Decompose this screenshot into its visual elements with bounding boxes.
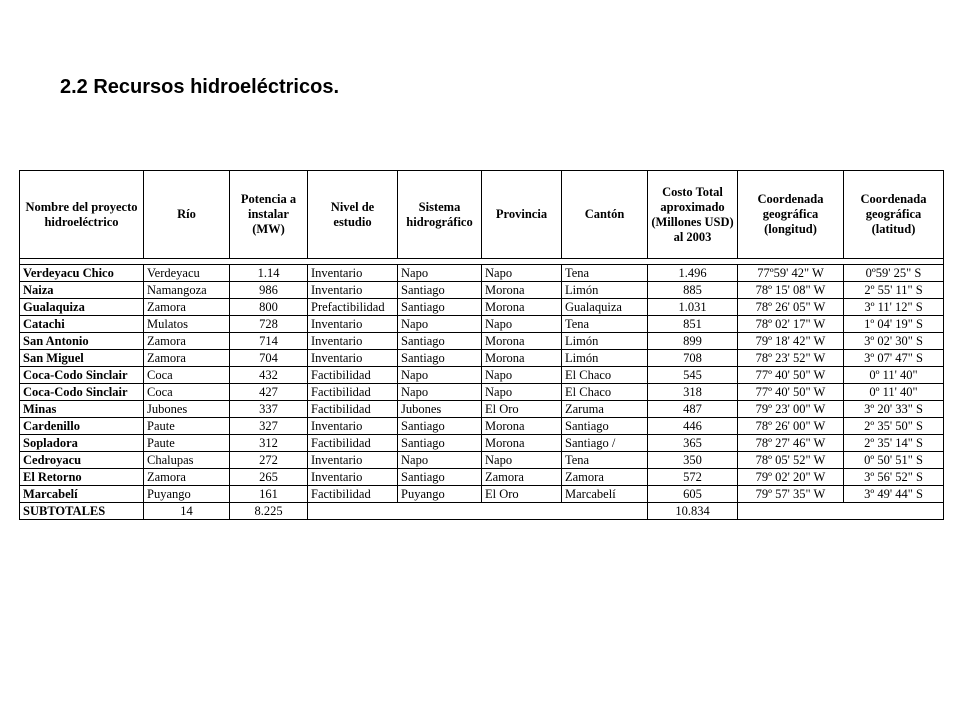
cell-power: 337: [230, 401, 308, 418]
table-row: [20, 418, 944, 435]
cell-cost: 318: [648, 384, 738, 401]
cell-canton: Limón: [562, 350, 648, 367]
table-row: [20, 384, 944, 401]
cell-latitude: 1º 04' 19" S: [844, 316, 944, 333]
subtotal-row: [20, 503, 944, 520]
subtotal-empty-middle: [308, 503, 648, 520]
cell-power: 265: [230, 469, 308, 486]
subtotal-label: SUBTOTALES: [20, 503, 144, 520]
cell-hydro-system: Jubones: [398, 401, 482, 418]
cell-river: Mulatos: [144, 316, 230, 333]
cell-canton: Limón: [562, 282, 648, 299]
cell-study-level: Inventario: [308, 452, 398, 469]
subtotal-empty-end: [738, 503, 944, 520]
table-row: [20, 333, 944, 350]
cell-power: 1.14: [230, 265, 308, 282]
cell-power: 272: [230, 452, 308, 469]
cell-longitude: 77º59' 42" W: [738, 265, 844, 282]
cell-hydro-system: Napo: [398, 316, 482, 333]
cell-cost: 487: [648, 401, 738, 418]
header-power: Potencia a instalar (MW): [230, 171, 308, 259]
cell-river: Zamora: [144, 469, 230, 486]
table-row: [20, 316, 944, 333]
cell-latitude: 0º59' 25" S: [844, 265, 944, 282]
subtotal-power: 8.225: [230, 503, 308, 520]
cell-longitude: 78º 27' 46" W: [738, 435, 844, 452]
table-row: [20, 469, 944, 486]
table-body: [20, 259, 944, 520]
header-longitude: Coordenada geográfica (longitud): [738, 171, 844, 259]
cell-latitude: 0º 11' 40": [844, 384, 944, 401]
cell-study-level: Factibilidad: [308, 435, 398, 452]
cell-longitude: 78º 26' 05" W: [738, 299, 844, 316]
cell-latitude: 2º 35' 50" S: [844, 418, 944, 435]
cell-province: Zamora: [482, 469, 562, 486]
page-title: 2.2 Recursos hidroeléctricos.: [60, 76, 340, 98]
cell-province: Morona: [482, 435, 562, 452]
cell-latitude: 2º 35' 14" S: [844, 435, 944, 452]
cell-hydro-system: Napo: [398, 265, 482, 282]
cell-project-name: San Antonio: [20, 333, 144, 350]
cell-river: Verdeyacu: [144, 265, 230, 282]
cell-power: 704: [230, 350, 308, 367]
cell-latitude: 2º 55' 11" S: [844, 282, 944, 299]
cell-province: Morona: [482, 350, 562, 367]
cell-river: Namangoza: [144, 282, 230, 299]
cell-province: El Oro: [482, 401, 562, 418]
cell-project-name: Gualaquiza: [20, 299, 144, 316]
cell-canton: Zamora: [562, 469, 648, 486]
cell-study-level: Inventario: [308, 316, 398, 333]
cell-longitude: 78º 26' 00" W: [738, 418, 844, 435]
cell-hydro-system: Santiago: [398, 418, 482, 435]
cell-canton: Tena: [562, 265, 648, 282]
cell-river: Paute: [144, 435, 230, 452]
cell-river: Paute: [144, 418, 230, 435]
cell-river: Zamora: [144, 350, 230, 367]
header-province: Provincia: [482, 171, 562, 259]
cell-cost: 350: [648, 452, 738, 469]
cell-river: Coca: [144, 367, 230, 384]
cell-study-level: Inventario: [308, 418, 398, 435]
cell-province: Morona: [482, 299, 562, 316]
cell-latitude: 0º 50' 51" S: [844, 452, 944, 469]
cell-project-name: San Miguel: [20, 350, 144, 367]
cell-project-name: Marcabelí: [20, 486, 144, 503]
cell-project-name: Verdeyacu Chico: [20, 265, 144, 282]
cell-hydro-system: Santiago: [398, 469, 482, 486]
cell-river: Jubones: [144, 401, 230, 418]
header-study-level: Nivel de estudio: [308, 171, 398, 259]
cell-study-level: Inventario: [308, 265, 398, 282]
cell-province: El Oro: [482, 486, 562, 503]
cell-longitude: 79º 02' 20" W: [738, 469, 844, 486]
cell-cost: 545: [648, 367, 738, 384]
cell-study-level: Factibilidad: [308, 486, 398, 503]
cell-river: Zamora: [144, 333, 230, 350]
cell-power: 432: [230, 367, 308, 384]
cell-longitude: 79º 57' 35" W: [738, 486, 844, 503]
cell-latitude: 3º 49' 44" S: [844, 486, 944, 503]
table-row: [20, 350, 944, 367]
cell-canton: Santiago /: [562, 435, 648, 452]
cell-hydro-system: Santiago: [398, 299, 482, 316]
cell-study-level: Inventario: [308, 350, 398, 367]
cell-province: Napo: [482, 384, 562, 401]
cell-province: Morona: [482, 282, 562, 299]
cell-cost: 446: [648, 418, 738, 435]
cell-province: Morona: [482, 333, 562, 350]
cell-river: Chalupas: [144, 452, 230, 469]
cell-latitude: 3º 07' 47" S: [844, 350, 944, 367]
table-row: [20, 486, 944, 503]
cell-hydro-system: Santiago: [398, 435, 482, 452]
header-row: [20, 171, 944, 259]
cell-latitude: 3º 02' 30" S: [844, 333, 944, 350]
header-river: Río: [144, 171, 230, 259]
cell-power: 800: [230, 299, 308, 316]
cell-cost: 572: [648, 469, 738, 486]
cell-hydro-system: Santiago: [398, 333, 482, 350]
header-cost: Costo Total aproximado (Millones USD) al 2003: [648, 171, 738, 259]
cell-province: Morona: [482, 418, 562, 435]
subtotal-cost: 10.834: [648, 503, 738, 520]
cell-cost: 851: [648, 316, 738, 333]
cell-study-level: Inventario: [308, 282, 398, 299]
cell-hydro-system: Santiago: [398, 350, 482, 367]
cell-project-name: Coca-Codo Sinclair: [20, 367, 144, 384]
cell-power: 728: [230, 316, 308, 333]
cell-study-level: Factibilidad: [308, 367, 398, 384]
cell-power: 986: [230, 282, 308, 299]
cell-latitude: 3º 56' 52" S: [844, 469, 944, 486]
cell-cost: 885: [648, 282, 738, 299]
cell-project-name: Minas: [20, 401, 144, 418]
cell-longitude: 79º 23' 00" W: [738, 401, 844, 418]
table-row: [20, 299, 944, 316]
cell-power: 161: [230, 486, 308, 503]
cell-study-level: Inventario: [308, 333, 398, 350]
cell-cost: 365: [648, 435, 738, 452]
cell-longitude: 79º 18' 42" W: [738, 333, 844, 350]
cell-canton: Zaruma: [562, 401, 648, 418]
cell-longitude: 78º 23' 52" W: [738, 350, 844, 367]
cell-cost: 605: [648, 486, 738, 503]
header-latitude: Coordenada geográfica (latitud): [844, 171, 944, 259]
cell-province: Napo: [482, 367, 562, 384]
cell-canton: Tena: [562, 452, 648, 469]
cell-cost: 708: [648, 350, 738, 367]
cell-longitude: 78º 05' 52" W: [738, 452, 844, 469]
cell-canton: Gualaquiza: [562, 299, 648, 316]
header-project-name: Nombre del proyecto hidroeléctrico: [20, 171, 144, 259]
cell-longitude: 77º 40' 50" W: [738, 384, 844, 401]
cell-cost: 1.031: [648, 299, 738, 316]
table-row: [20, 282, 944, 299]
cell-latitude: 3º 11' 12" S: [844, 299, 944, 316]
cell-project-name: Coca-Codo Sinclair: [20, 384, 144, 401]
cell-canton: Santiago: [562, 418, 648, 435]
cell-power: 327: [230, 418, 308, 435]
cell-longitude: 77º 40' 50" W: [738, 367, 844, 384]
cell-study-level: Factibilidad: [308, 384, 398, 401]
table-row: [20, 435, 944, 452]
header-canton: Cantón: [562, 171, 648, 259]
cell-power: 714: [230, 333, 308, 350]
cell-river: Coca: [144, 384, 230, 401]
cell-canton: Limón: [562, 333, 648, 350]
cell-project-name: Cardenillo: [20, 418, 144, 435]
cell-river: Zamora: [144, 299, 230, 316]
cell-study-level: Prefactibilidad: [308, 299, 398, 316]
cell-power: 427: [230, 384, 308, 401]
cell-project-name: El Retorno: [20, 469, 144, 486]
cell-study-level: Inventario: [308, 469, 398, 486]
cell-cost: 1.496: [648, 265, 738, 282]
cell-hydro-system: Puyango: [398, 486, 482, 503]
cell-longitude: 78º 15' 08" W: [738, 282, 844, 299]
cell-hydro-system: Napo: [398, 367, 482, 384]
cell-province: Napo: [482, 452, 562, 469]
cell-hydro-system: Santiago: [398, 282, 482, 299]
cell-river: Puyango: [144, 486, 230, 503]
cell-province: Napo: [482, 316, 562, 333]
cell-canton: Marcabelí: [562, 486, 648, 503]
cell-canton: El Chaco: [562, 367, 648, 384]
cell-canton: El Chaco: [562, 384, 648, 401]
cell-province: Napo: [482, 265, 562, 282]
cell-study-level: Factibilidad: [308, 401, 398, 418]
cell-hydro-system: Napo: [398, 384, 482, 401]
table-row: [20, 452, 944, 469]
subtotal-count: 14: [144, 503, 230, 520]
cell-longitude: 78º 02' 17" W: [738, 316, 844, 333]
cell-canton: Tena: [562, 316, 648, 333]
cell-cost: 899: [648, 333, 738, 350]
cell-latitude: 0º 11' 40": [844, 367, 944, 384]
hydro-projects-table: [19, 170, 944, 520]
cell-project-name: Catachi: [20, 316, 144, 333]
cell-hydro-system: Napo: [398, 452, 482, 469]
cell-power: 312: [230, 435, 308, 452]
header-hydro-system: Sistema hidrográfico: [398, 171, 482, 259]
table-row: [20, 265, 944, 282]
cell-project-name: Naiza: [20, 282, 144, 299]
cell-project-name: Cedroyacu: [20, 452, 144, 469]
table-row: [20, 401, 944, 418]
cell-project-name: Sopladora: [20, 435, 144, 452]
cell-latitude: 3º 20' 33" S: [844, 401, 944, 418]
table-row: [20, 367, 944, 384]
